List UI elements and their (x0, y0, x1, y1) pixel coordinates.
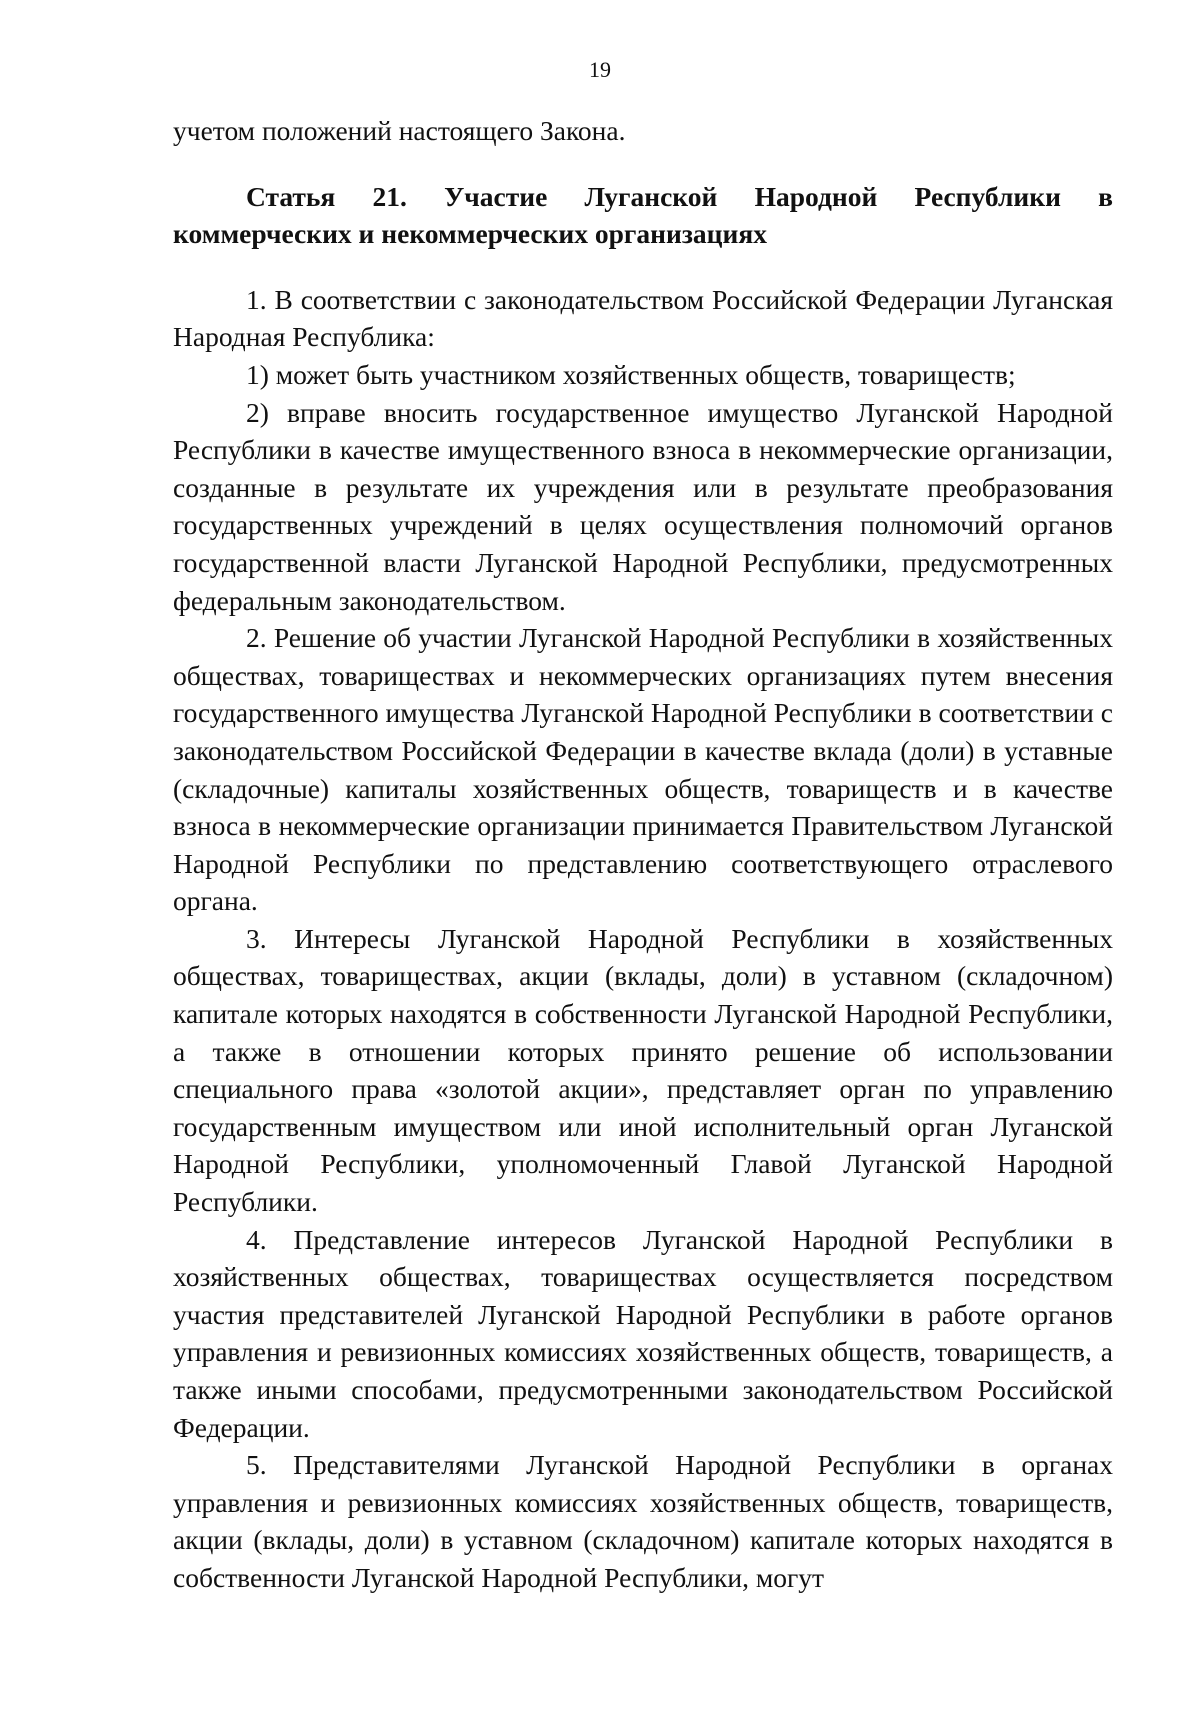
paragraph-5: 5. Представителями Луганской Народной Республики в органах управления и ревизионных комиссиях хозяйственных обществ, товариществ, акции (вклады, доли) в уставном (складочном) капитале которых находятся в собственности Луганской Народной Республики, могут (173, 1449, 1113, 1593)
paragraph-1: 1. В соответствии с законодательством Российской Федерации Луганская Народная Республика: (173, 283, 1113, 353)
continuation-text: учетом положений настоящего Закона. (173, 115, 626, 146)
paragraph-1-item-2: 2) вправе вносить государственное имущество Луганской Народной Республики в качестве имущественного взноса в некоммерческие организации, созданные в результате их учреждения или в результате преобразования государственных учреждений в целях осуществления полномочий органов государственной власти Луганской Народной Республики, предусмотренных федеральным законодательством. (173, 396, 1113, 616)
paragraph-3: 3. Интересы Луганской Народной Республики в хозяйственных обществах, товариществах, акции (вклады, доли) в уставном (складочном) капитале которых находятся в собственности Луганской Народной Республики, а также в отношении которых принято решение об использовании специального права «золотой акции», представляет орган по управлению государственным имуществом или иной исполнительный орган Луганской Народной Республики, уполномоченный Главой Луганской Народной Республики. (173, 922, 1113, 1218)
page-number: 19 (589, 57, 611, 82)
paragraph-4: 4. Представление интересов Луганской Народной Республики в хозяйственных обществах, товариществах осуществляется посредством участия представителей Луганской Народной Республики в работе органов управления и ревизионных комиссиях хозяйственных обществ, товариществ, а также иными способами, предусмотренными законодательством Российской Федерации. (173, 1223, 1113, 1443)
paragraph-1-item-1: 1) может быть участником хозяйственных обществ, товариществ; (246, 358, 1016, 390)
article-heading: Статья 21. Участие Луганской Народной Республики в коммерческих и некоммерческих организациях (173, 180, 1113, 250)
paragraph-2: 2. Решение об участии Луганской Народной Республики в хозяйственных обществах, товариществах и некоммерческих организациях путем внесения государственного имущества Луганской Народной Республики в соответствии с законодательством Российской Федерации в качестве вклада (доли) в уставные (складочные) капиталы хозяйственных обществ, товариществ и в качестве взноса в некоммерческие организации принимается Правительством Луганской Народной Республики по представлению соответствующего отраслевого органа. (173, 622, 1113, 917)
document-body (173, 112, 1113, 1597)
